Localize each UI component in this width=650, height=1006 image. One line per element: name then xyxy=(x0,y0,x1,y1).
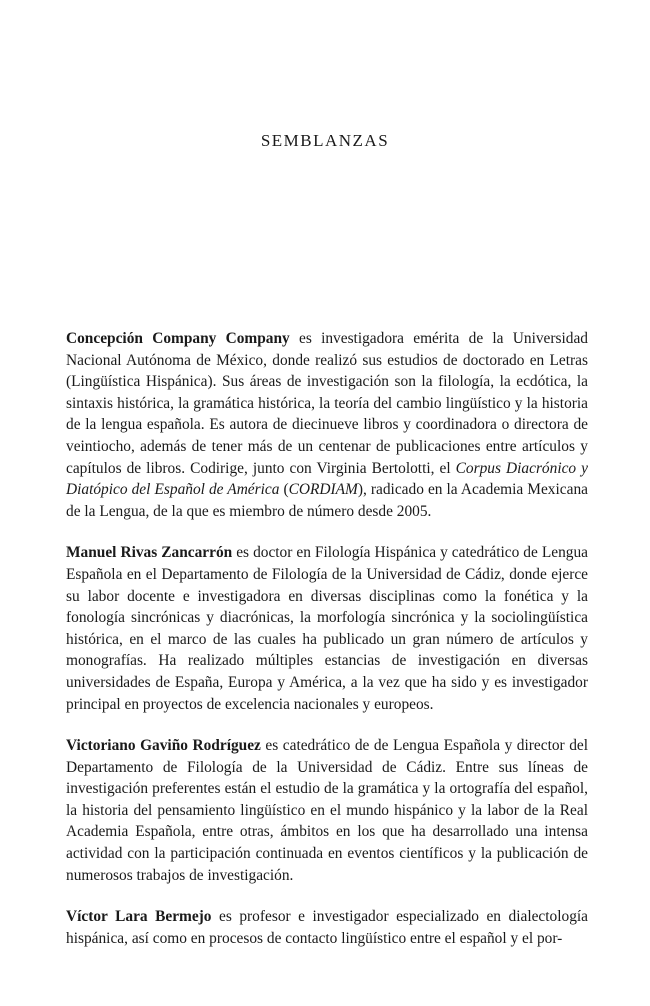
bio-text: es doctor en Filología Hispánica y catedrático de Lengua Española en el Departamento de Filología de la Universidad de Cádiz, donde ejerce su labor docente e investigadora en diversas disciplinas como la fonética y la fonología sincrónicas y diacrónicas, la morfología sincrónica y la sociolingüística histórica, en el marco de las cuales ha publicado un gran número de artículos y monografías. Ha realizado múltiples estancias de investigación en diversas universidades de España, Europa y América, a la vez que ha sido y es investigador principal en proyectos de excelencia nacionales y europeos. xyxy=(66,544,588,713)
page-title: SEMBLANZAS xyxy=(260,131,390,150)
bio-paragraph xyxy=(66,542,588,715)
biographies-section xyxy=(66,328,588,969)
bio-paragraph xyxy=(66,735,588,886)
bio-paragraph xyxy=(66,906,588,949)
bio-name: Víctor Lara Bermejo xyxy=(66,908,212,926)
bio-name: Victoriano Gaviño Rodríguez xyxy=(66,737,261,755)
bio-text: es profesor e investigador especializado en dialectología hispánica, así como en procesos de contacto lingüístico entre el español y el por- xyxy=(66,908,588,947)
bio-text: es catedrático de de Lengua Española y director del Departamento de Filología de la Universidad de Cádiz. Entre sus líneas de investigación preferentes están el estudio de la gramática y la ortografía del español, la historia del pensamiento lingüístico en el mundo hispánico y la labor de la Real Academia Española, entre otras, ámbitos en los que ha desarrollado una intensa actividad con la participación continuada en eventos científicos y la publicación de numerosos trabajos de investigación. xyxy=(66,737,588,884)
bio-name: Concepción Company Company xyxy=(66,330,290,347)
bio-text: ( xyxy=(279,481,289,499)
bio-text: es investigadora emérita de la Universidad Nacional Autónoma de México, donde realizó sus estudios de doctorado en Letras (Lingüística Hispánica). Sus áreas de investigación son la filología, la ecdótica, la sintaxis histórica, la gramática histórica, la teoría del cambio lingüístico y la historia de la lengua española. Es autora de diecinueve libros y coordinadora o directora de veintiocho, además de tener más de un centenar de publicaciones entre artículos y capítulos de libros. Codirige, junto con Virginia Bertolotti, el xyxy=(66,330,588,477)
bio-paragraph xyxy=(66,328,588,522)
bio-name: Manuel Rivas Zancarrón xyxy=(66,544,233,562)
bio-italic-title: Corpus Diacrónico y Diatópico del Español de América xyxy=(66,459,588,499)
bio-italic-acronym: CORDIAM xyxy=(288,481,358,499)
bio-text: ), radicado en la Academia Mexicana de la Lengua, de la que es miembro de número desde 2005. xyxy=(66,481,588,520)
